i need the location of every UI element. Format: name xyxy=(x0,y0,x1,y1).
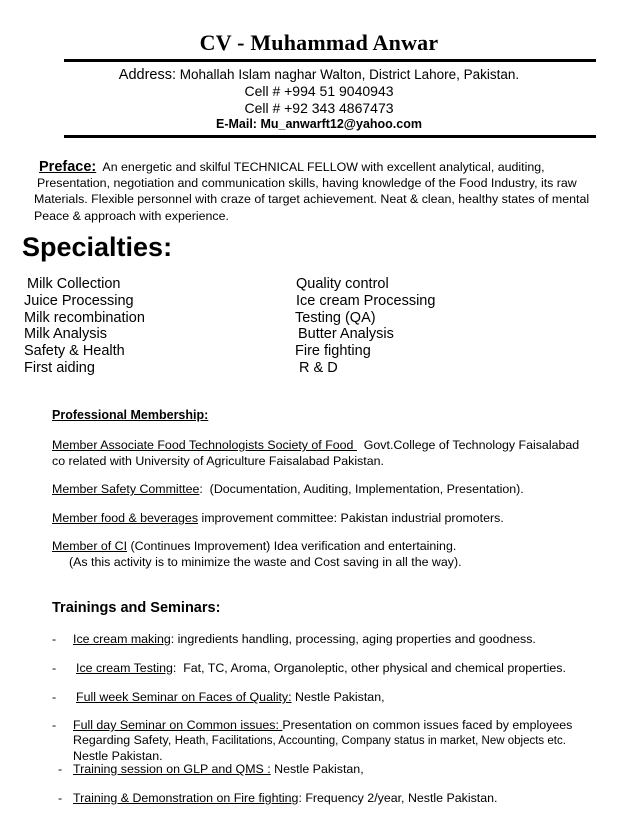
specialty-right-5: Fire fighting xyxy=(295,343,371,359)
membership-item-2 xyxy=(52,481,612,497)
preface-text-1: An energetic and skilful TECHNICAL FELLOW with excellent analytical, auditing, xyxy=(96,160,545,174)
specialty-left-6: First aiding xyxy=(24,360,95,376)
training-1-link: Ice cream making xyxy=(73,632,171,646)
training-4-link: Full day Seminar on Common issues: xyxy=(73,718,283,732)
training-6-link: Training & Demonstration on Fire fighting xyxy=(73,791,299,805)
specialty-right-1: Quality control xyxy=(296,276,389,292)
specialty-right-4: Butter Analysis xyxy=(298,326,394,342)
membership-item-3 xyxy=(52,510,612,526)
trainings-heading: Trainings and Seminars: xyxy=(52,600,221,616)
training-1-text: : ingredients handling, processing, aging properties and goodness. xyxy=(170,632,536,646)
specialty-right-6: R & D xyxy=(299,360,338,376)
training-5-link: Training session on GLP and QMS : xyxy=(73,762,271,776)
membership-1-link: Member Associate Food Technologists Society of Food xyxy=(52,438,357,452)
membership-item-4 xyxy=(52,538,612,570)
bullet-dash: - xyxy=(52,690,57,704)
address-line xyxy=(0,67,638,83)
preface-line-2: Presentation, negotiation and communication skills, having knowledge of the Food Industry, its raw xyxy=(37,176,577,191)
page-title: CV - Muhammad Anwar xyxy=(199,30,439,55)
preface-line-3: Materials. Flexible personnel with craze of target achievement. Neat & clean, healthy states of mental xyxy=(34,192,590,207)
membership-4-link: Member of CI xyxy=(52,539,128,553)
membership-2-text: : (Documentation, Auditing, Implementation, Presentation). xyxy=(199,482,524,496)
membership-1-text: Govt.College of Technology Faisalabad xyxy=(356,438,580,452)
specialty-left-1: Milk Collection xyxy=(27,276,121,292)
specialty-right-3: Testing (QA) xyxy=(295,310,376,326)
membership-4-text: (Continues Improvement) Idea verification and entertaining. xyxy=(127,539,457,553)
preface-label: Preface: xyxy=(39,159,97,175)
specialty-left-2: Juice Processing xyxy=(24,293,134,309)
membership-3-text: improvement committee: Pakistan industrial promoters. xyxy=(198,511,504,525)
bullet-dash: - xyxy=(52,718,57,732)
membership-heading: Professional Membership: xyxy=(52,408,209,422)
email-line: E-Mail: Mu_anwarft12@yahoo.com xyxy=(216,117,422,131)
cell-phone-1: Cell # +994 51 9040943 xyxy=(244,83,394,99)
header-bottom-rule xyxy=(64,135,596,138)
specialties-heading: Specialties: xyxy=(22,232,173,262)
training-item-5 xyxy=(73,762,613,777)
training-item-3 xyxy=(76,690,616,705)
address-label: Address: xyxy=(118,67,177,83)
specialty-left-3: Milk recombination xyxy=(24,310,145,326)
specialty-left-5: Safety & Health xyxy=(24,343,125,359)
address-value: Mohallah Islam naghar Walton, District Lahore, Pakistan. xyxy=(176,67,520,82)
training-4-line3: Nestle Pakistan. xyxy=(73,749,163,763)
preface-section xyxy=(34,159,600,224)
membership-item-1 xyxy=(52,437,612,469)
training-item-2 xyxy=(76,661,616,676)
training-4-text: Presentation on common issues faced by employees xyxy=(282,718,573,732)
specialty-right-2: Ice cream Processing xyxy=(296,293,436,309)
specialty-left-4: Milk Analysis xyxy=(24,326,107,342)
membership-4-line2: (As this activity is to minimize the waste and Cost saving in all the way). xyxy=(69,555,462,569)
training-4-line2a: Regarding Safety, xyxy=(73,733,175,747)
header-top-rule xyxy=(64,59,596,62)
cell-phone-2: Cell # +92 343 4867473 xyxy=(244,100,394,116)
training-6-text: : Frequency 2/year, Nestle Pakistan. xyxy=(298,791,498,805)
bullet-dash: - xyxy=(58,791,63,805)
membership-2-link: Member Safety Committee xyxy=(52,482,200,496)
preface-line-1 xyxy=(34,159,600,175)
preface-line-4: Peace & approach with experience. xyxy=(34,208,229,223)
training-3-text: Nestle Pakistan, xyxy=(291,690,385,704)
training-3-link: Full week Seminar on Faces of Quality: xyxy=(76,690,292,704)
training-2-link: Ice cream Testing xyxy=(76,661,173,675)
bullet-dash: - xyxy=(52,661,57,675)
training-item-6 xyxy=(73,791,613,806)
bullet-dash: - xyxy=(52,632,57,646)
training-5-text: Nestle Pakistan, xyxy=(270,762,364,776)
bullet-dash: - xyxy=(58,762,63,776)
membership-1-line2: co related with University of Agriculture Faisalabad Pakistan. xyxy=(52,454,384,468)
membership-3-link: Member food & beverages xyxy=(52,511,199,525)
training-item-1 xyxy=(73,632,613,647)
training-4-line2b: Heath, Facilitations, Accounting, Company status in market, New objects etc. xyxy=(174,735,566,747)
training-item-4 xyxy=(73,718,618,764)
training-2-text: : Fat, TC, Aroma, Organoleptic, other physical and chemical properties. xyxy=(172,661,566,675)
